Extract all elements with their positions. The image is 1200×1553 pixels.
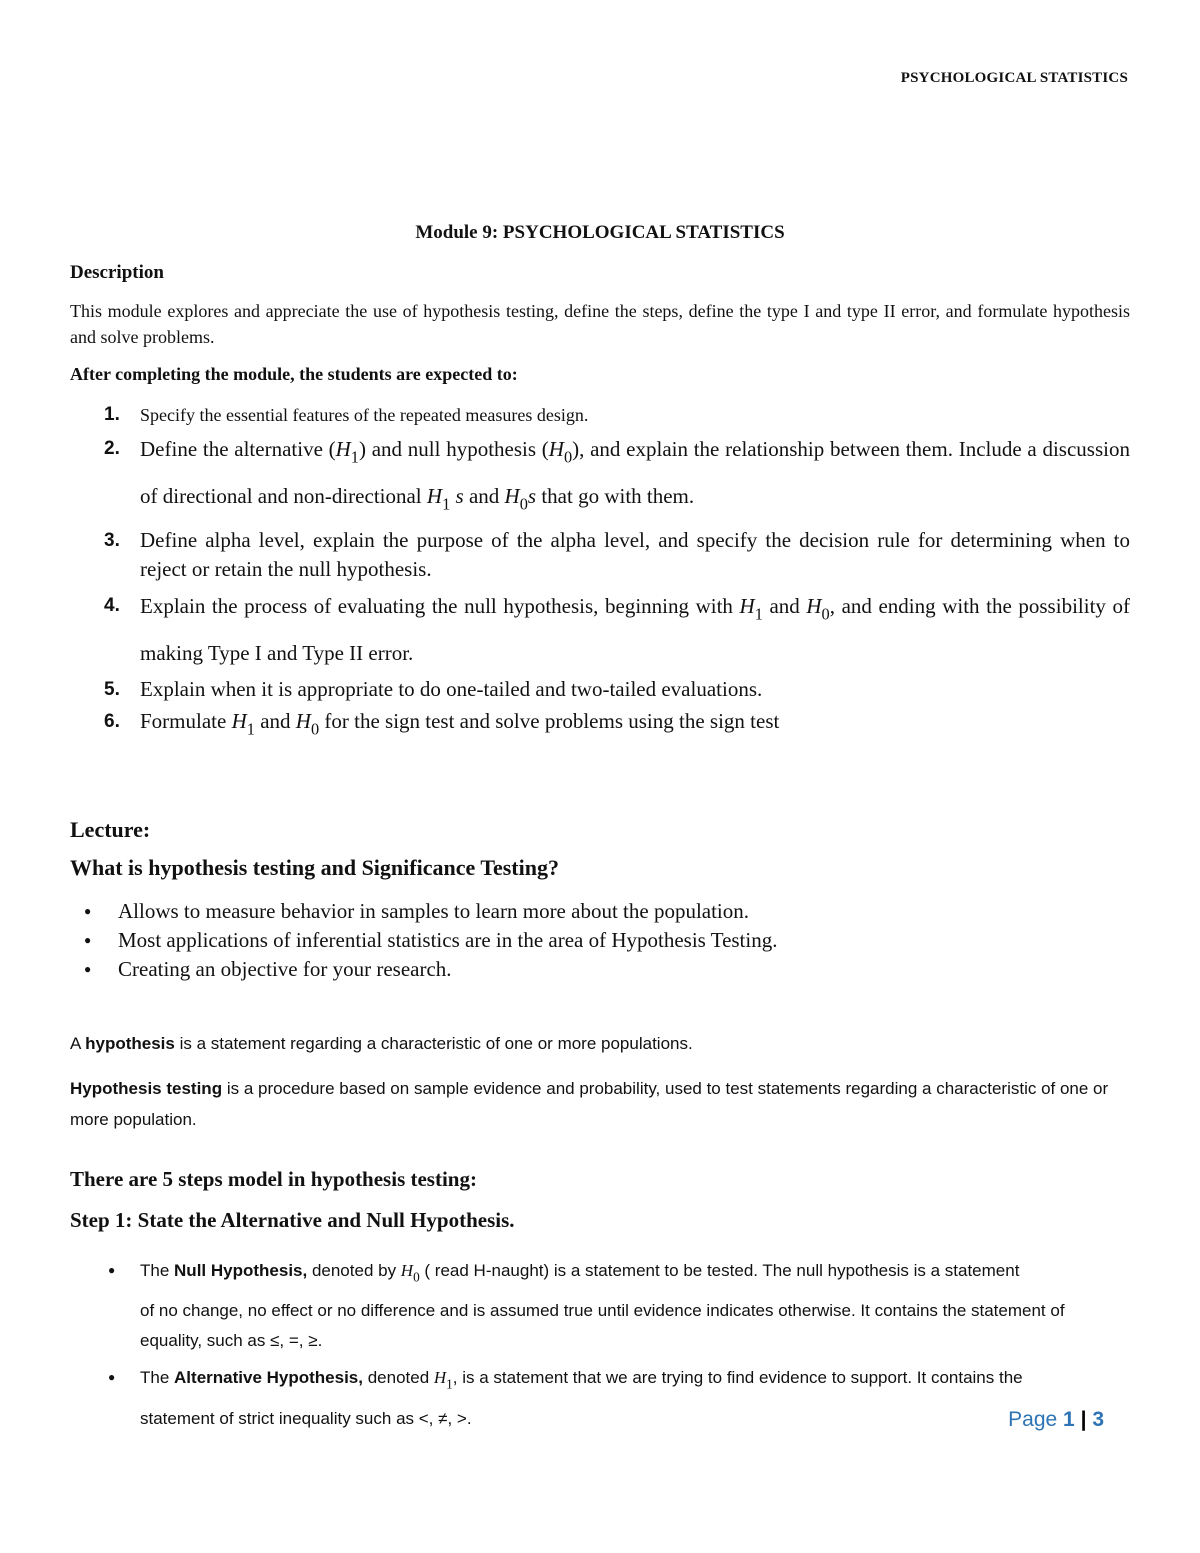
- objective-number: 6.: [104, 710, 120, 732]
- page-separator: |: [1080, 1408, 1087, 1431]
- objective-item: [70, 675, 1130, 704]
- null-hypothesis-item: ● The Null Hypothesis, denoted by $H_0$ ( read H-naught) is a statement to be tested. The null hypothesis is a statement of no change, no effect or no difference and is assumed true until evidence indicates otherwise. It contains the statement of equality, such as ≤, =, ≥.: [70, 1251, 1130, 1356]
- hypothesis-types-list: [70, 1251, 1130, 1434]
- page-total: 3: [1092, 1408, 1104, 1431]
- h0-symbol: $H_0$: [295, 708, 320, 739]
- objective-item: 6. Formulate $H_1$ and $H_0$ for the sign test and solve problems using the sign test: [104, 708, 780, 739]
- module-title: Module 9: PSYCHOLOGICAL STATISTICS: [415, 222, 785, 243]
- h1-symbol: $H_1$: [335, 437, 359, 467]
- objective-number: 2.: [104, 438, 120, 459]
- objective-number: 5.: [104, 678, 120, 700]
- h0-symbol: $H_0$: [400, 1261, 420, 1285]
- h1-symbol: $H_1$: [739, 594, 763, 624]
- objective-item: 4. Explain the process of evaluating the null hypothesis, beginning with $H_1$ and $H_0$, and ending with the possibility of making Type I and Type II error.: [70, 587, 1130, 672]
- hypothesis-testing-definition: Hypothesis testing is a procedure based on sample evidence and probability, used to test statements regarding a characteristic of one or more population.: [70, 1079, 1109, 1130]
- lecture-question: What is hypothesis testing and Significance Testing?: [70, 855, 559, 881]
- lecture-bullets: [70, 897, 1130, 984]
- page-label: Page: [1008, 1408, 1058, 1431]
- h1-symbol: $H_1$ s: [426, 483, 464, 514]
- steps-heading: There are 5 steps model in hypothesis testing:: [70, 1167, 477, 1192]
- objective-text: Formulate: [140, 708, 232, 733]
- objective-item: [70, 526, 1130, 584]
- h0-symbol: $H_0$: [548, 437, 573, 467]
- page-footer: [1008, 1408, 1104, 1432]
- page-content: [70, 222, 1130, 1436]
- objectives-list: [70, 403, 1130, 743]
- objective-text: Explain when it is appropriate to do one-tailed and two-tailed evaluations.: [140, 676, 763, 701]
- bullet-item: ● Creating an objective for your research.: [70, 955, 1130, 984]
- objective-text: Specify the essential features of the repeated measures design.: [140, 405, 589, 425]
- alternative-hypothesis-item: ● The Alternative Hypothesis, denoted $H_1$, is a statement that we are trying to find evidence to support. It contains the statement of strict inequality such as <, ≠, >.: [70, 1358, 1130, 1433]
- description-text: This module explores and appreciate the use of hypothesis testing, define the steps, define the type I and type II error, and formulate hypothesis and solve problems.: [70, 301, 1130, 347]
- bullet-item: ● Most applications of inferential statistics are in the area of Hypothesis Testing.: [70, 926, 1130, 955]
- objectives-heading: After completing the module, the students are expected to:: [70, 364, 518, 384]
- h0-symbol: $H_0$: [806, 594, 830, 624]
- objective-item: 2. Define the alternative $(H_1)$ and null hypothesis $(H_0)$, and explain the relationship between them. Include a discussion of directional and non-directional $H_1$ s and $H_0s$ that go with them.: [70, 430, 1130, 523]
- objective-text: Define alpha level, explain the purpose of the alpha level, and specify the decision rule for determining when to reject or retain the null hypothesis.: [140, 528, 1130, 582]
- page-number: 1: [1063, 1408, 1075, 1431]
- step1-heading: Step 1: State the Alternative and Null Hypothesis.: [70, 1208, 515, 1233]
- objective-text: Define the alternative (: [140, 437, 336, 461]
- description-heading: Description: [70, 262, 164, 283]
- objective-number: 3.: [104, 530, 120, 552]
- running-header: PSYCHOLOGICAL STATISTICS: [900, 70, 1128, 86]
- h0-symbol: $H_0s$: [504, 483, 537, 514]
- hypothesis-definition: A hypothesis is a statement regarding a characteristic of one or more populations.: [70, 1034, 693, 1054]
- objective-number: 4.: [104, 595, 120, 617]
- h1-symbol: $H_1$: [433, 1368, 453, 1392]
- objective-item: [70, 403, 1130, 427]
- objective-number: 1.: [104, 404, 120, 425]
- h1-symbol: $H_1$: [231, 708, 255, 739]
- bullet-item: ● Allows to measure behavior in samples to learn more about the population.: [70, 897, 1130, 926]
- lecture-label: Lecture:: [70, 817, 151, 843]
- objective-text: Explain the process of evaluating the null hypothesis, beginning with: [140, 594, 740, 619]
